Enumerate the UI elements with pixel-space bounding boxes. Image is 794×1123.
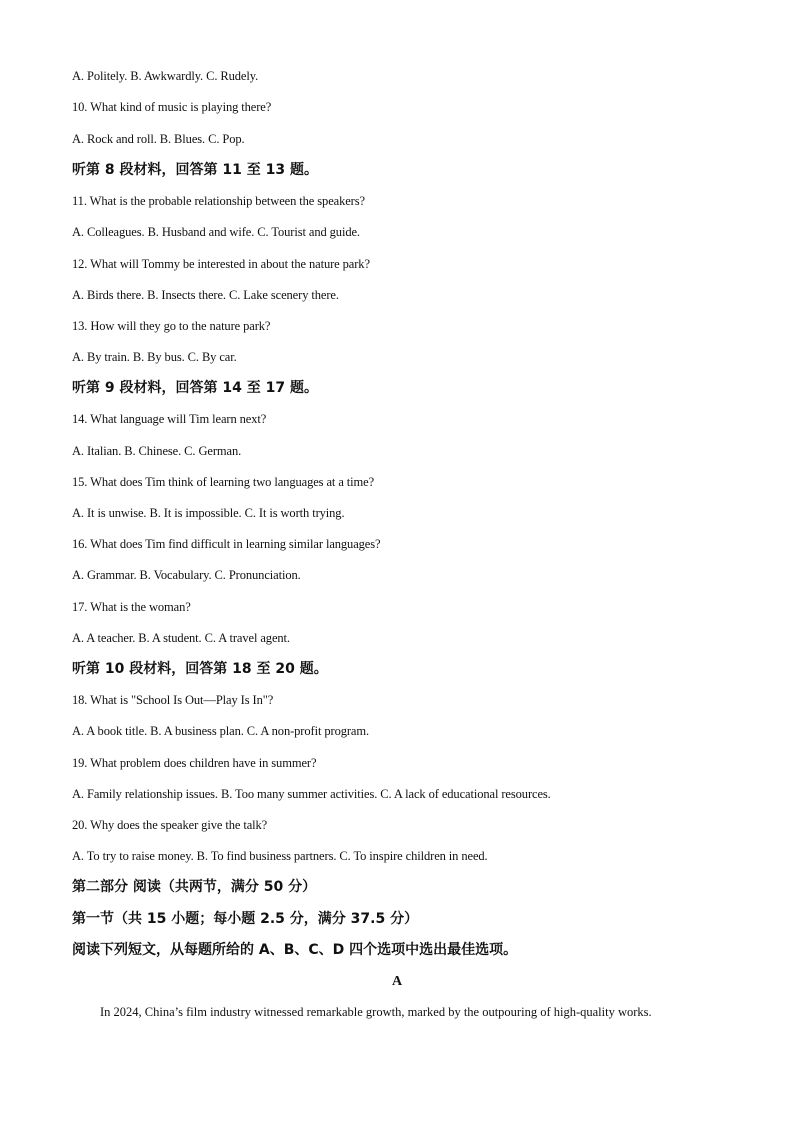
question-19: 19. What problem does children have in summer?	[72, 756, 317, 770]
section-one-heading: 第一节（共 15 小题；每小题 2.5 分，满分 37.5 分）	[72, 911, 419, 927]
question-20: 20. Why does the speaker give the talk?	[72, 818, 268, 832]
answer-options-q15: A. It is unwise. B. It is impossible. C. It is worth trying.	[72, 506, 345, 520]
section-heading-10: 听第 10 段材料，回答第 18 至 20 题。	[72, 661, 328, 677]
question-18: 18. What is "School Is Out—Play Is In"?	[72, 693, 274, 707]
question-16: 16. What does Tim find difficult in learning similar languages?	[72, 537, 381, 551]
reading-instructions: 阅读下列短文，从每题所给的 A、B、C、D 四个选项中选出最佳选项。	[72, 942, 518, 958]
answer-options-q17: A. A teacher. B. A student. C. A travel agent.	[72, 631, 290, 645]
section-heading-9: 听第 9 段材料，回答第 14 至 17 题。	[72, 380, 318, 396]
answer-options-q13: A. By train. B. By bus. C. By car.	[72, 350, 237, 364]
question-10: 10. What kind of music is playing there?	[72, 100, 272, 114]
passage-first-line: In 2024, China’s film industry witnessed remarkable growth, marked by the outpouring of high-quality works.	[100, 1005, 652, 1019]
answer-options-q20: A. To try to raise money. B. To find business partners. C. To inspire children in need.	[72, 849, 488, 863]
question-13: 13. How will they go to the nature park?	[72, 319, 271, 333]
part-two-heading: 第二部分 阅读（共两节，满分 50 分）	[72, 879, 317, 895]
passage-title: A	[391, 974, 403, 989]
question-15: 15. What does Tim think of learning two languages at a time?	[72, 475, 375, 489]
answer-options-q19: A. Family relationship issues. B. Too many summer activities. C. A lack of educational resources.	[72, 787, 551, 801]
section-heading-8: 听第 8 段材料，回答第 11 至 13 题。	[72, 162, 318, 178]
answer-options-q18: A. A book title. B. A business plan. C. A non-profit program.	[72, 724, 370, 738]
answer-options-q16: A. Grammar. B. Vocabulary. C. Pronunciation.	[72, 568, 301, 582]
question-14: 14. What language will Tim learn next?	[72, 412, 267, 426]
question-17: 17. What is the woman?	[72, 600, 191, 614]
answer-options-q11: A. Colleagues. B. Husband and wife. C. Tourist and guide.	[72, 225, 360, 239]
question-12: 12. What will Tommy be interested in about the nature park?	[72, 257, 370, 271]
answer-options-q14: A. Italian. B. Chinese. C. German.	[72, 444, 242, 458]
answer-options-q9: A. Politely. B. Awkwardly. C. Rudely.	[72, 69, 259, 83]
answer-options-q12: A. Birds there. B. Insects there. C. Lake scenery there.	[72, 288, 339, 302]
question-11: 11. What is the probable relationship between the speakers?	[72, 194, 365, 208]
answer-options-q10: A. Rock and roll. B. Blues. C. Pop.	[72, 132, 245, 146]
